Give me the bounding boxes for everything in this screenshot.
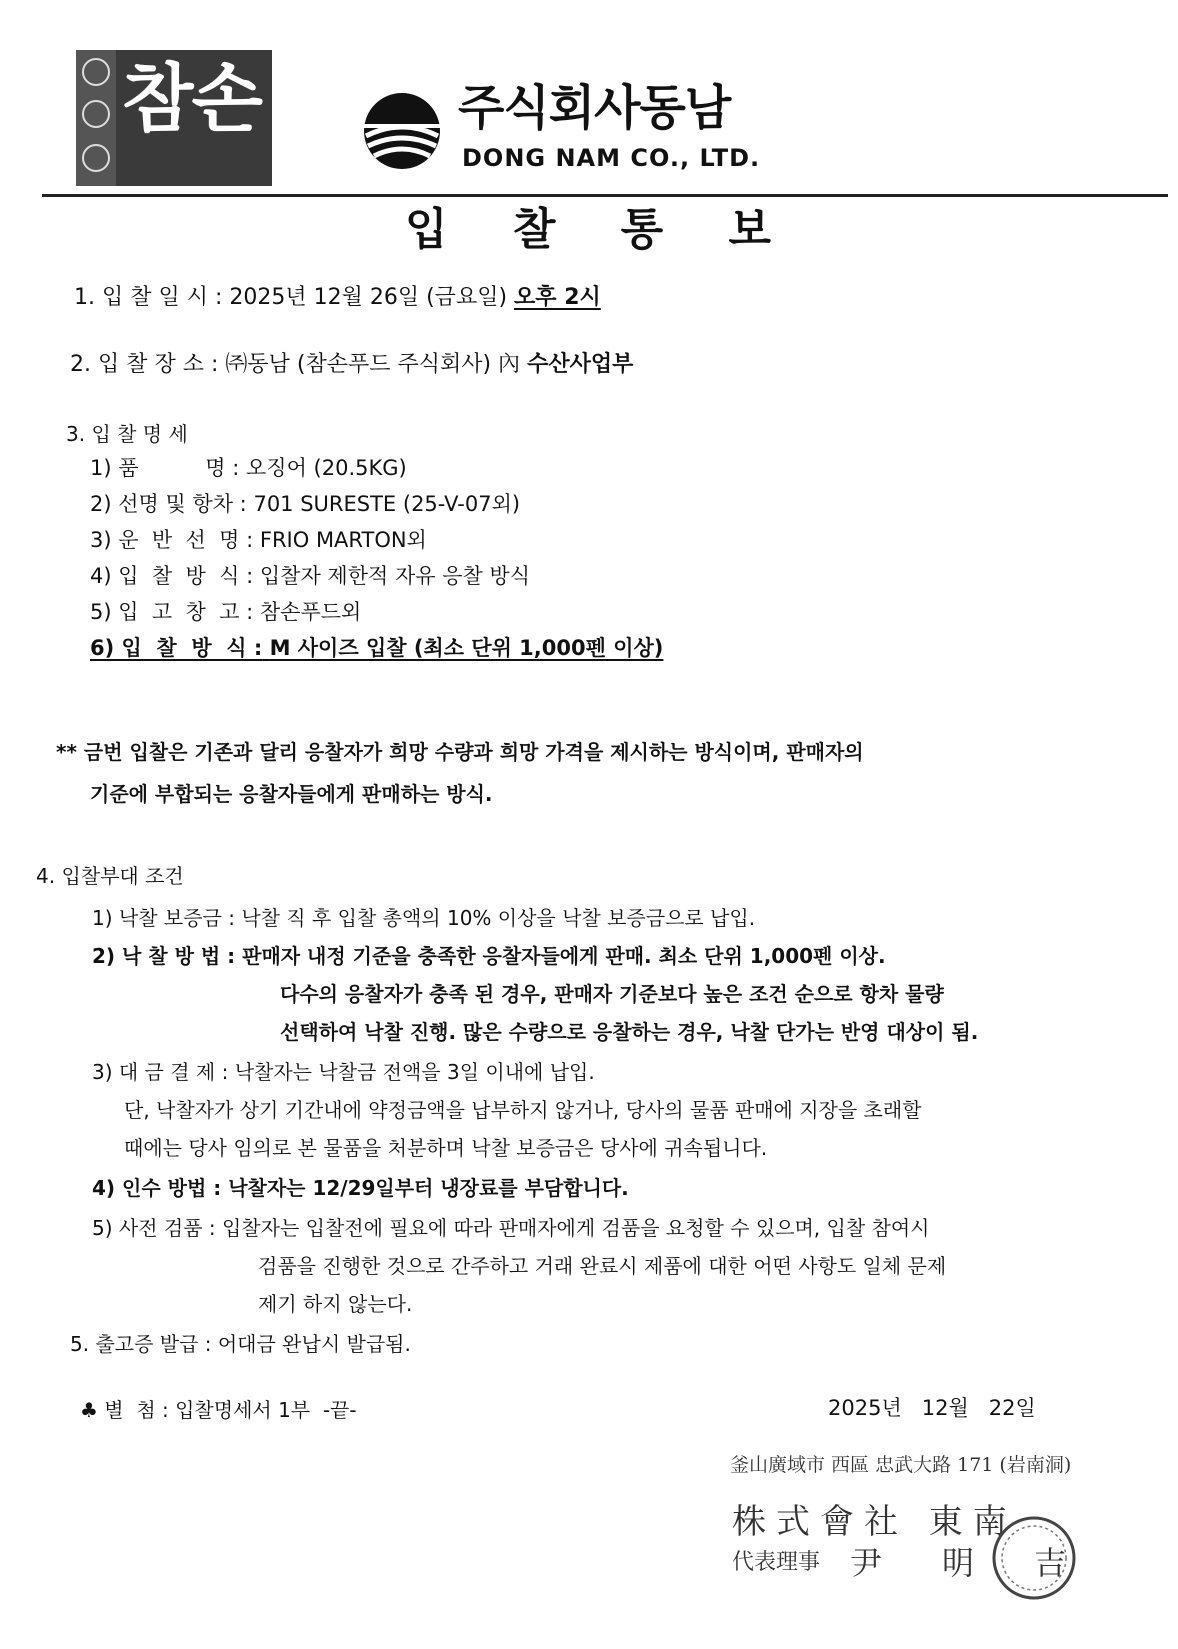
representative-title: 代表理事 bbox=[732, 1550, 821, 1575]
inspection-line-2: 검품을 진행한 것으로 간주하고 거래 완료시 제품에 대한 어떤 사항도 일체 문제 bbox=[258, 1254, 947, 1278]
spec-item bbox=[90, 528, 427, 553]
dongnam-emblem-icon bbox=[362, 88, 442, 174]
spec-item-label: 3) 운 반 선 명 : bbox=[90, 528, 254, 552]
spec-item-label: 4) 입 찰 방 식 : bbox=[90, 564, 254, 588]
release-label: 5. 출고증 발급 : bbox=[70, 1332, 212, 1356]
bid-time: 오후 2시 bbox=[514, 285, 601, 310]
deposit-label: 1) 낙찰 보증금 : bbox=[92, 906, 235, 930]
attachment-row bbox=[80, 1398, 357, 1422]
award-method-label: 2) 낙 찰 방 법 : bbox=[92, 944, 236, 968]
inspection-line-3: 제기 하지 않는다. bbox=[258, 1292, 413, 1316]
inspection-row bbox=[92, 1216, 929, 1240]
spec-item-value: 입찰자 제한적 자유 응찰 방식 bbox=[259, 564, 531, 588]
inspection-line-1: 입찰자는 입찰전에 필요에 따라 판매자에게 검품을 요청할 수 있으며, 입찰 참여시 bbox=[221, 1216, 930, 1240]
spec-item bbox=[90, 600, 361, 625]
takeover-text: 낙찰자는 12/29일부터 냉장료를 부담합니다. bbox=[228, 1176, 629, 1200]
award-method-line-1: 판매자 내정 기준을 충족한 응찰자들에게 판매. 최소 단위 1,000펜 이상. bbox=[242, 944, 886, 968]
representative-name: 尹明吉 bbox=[850, 1544, 1127, 1582]
header-divider bbox=[42, 194, 1168, 197]
chamson-logo bbox=[76, 50, 272, 186]
spec-item-highlight bbox=[90, 636, 663, 661]
spec-item-value: 701 SURESTE (25-V-07외) bbox=[253, 492, 521, 516]
bid-place: ㈜동남 (참손푸드 주식회사) 內 bbox=[225, 352, 521, 377]
bid-place-label: 2. 입 찰 장 소 : bbox=[70, 352, 219, 377]
spec-item-label: 5) 입 고 창 고 : bbox=[90, 600, 254, 624]
bid-datetime-label: 1. 입 찰 일 시 : bbox=[74, 285, 223, 310]
company-name-ko: 주식회사동남 bbox=[458, 80, 731, 136]
company-seal-stamp bbox=[988, 1486, 1080, 1606]
award-method-row bbox=[92, 944, 886, 968]
spec-item bbox=[90, 456, 407, 481]
hand-icons bbox=[76, 50, 116, 186]
payment-line-1: 낙찰자는 낙찰금 전액을 3일 이내에 납입. bbox=[234, 1060, 595, 1084]
inspection-label: 5) 사전 검품 : bbox=[92, 1216, 216, 1240]
release-row bbox=[70, 1332, 411, 1356]
conditions-heading: 4. 입찰부대 조건 bbox=[36, 864, 184, 888]
note-line-1: ** 금번 입찰은 기존과 달리 응찰자가 희망 수량과 희망 가격을 제시하는 방식이며, 판매자의 bbox=[56, 740, 864, 764]
bid-spec-heading: 3. 입 찰 명 세 bbox=[66, 422, 188, 446]
heart-hand-icon bbox=[82, 144, 110, 172]
award-method-line-2: 다수의 응찰자가 충족 된 경우, 판매자 기준보다 높은 조건 순으로 항차 물량 bbox=[280, 982, 944, 1006]
spec-item bbox=[90, 564, 530, 589]
bid-date: 2025년 12월 26일 (금요일) bbox=[229, 285, 508, 310]
hand-icon bbox=[82, 100, 110, 128]
spec-item bbox=[90, 492, 520, 517]
bid-dept: 수산사업부 bbox=[527, 352, 634, 377]
spec-item-value: FRIO MARTON외 bbox=[259, 528, 427, 552]
payment-row bbox=[92, 1060, 595, 1084]
document-title: 입 찰 통 보 bbox=[405, 204, 773, 255]
payment-label: 3) 대 금 결 제 : bbox=[92, 1060, 229, 1084]
bid-datetime-row bbox=[74, 285, 601, 311]
spec-item-value: 오징어 (20.5KG) bbox=[246, 456, 407, 480]
release-text: 어대금 완납시 발급됨. bbox=[217, 1332, 411, 1356]
attachment-label: ♣ 별 첨 : bbox=[80, 1398, 169, 1422]
spec-item-value: 참손푸드외 bbox=[259, 600, 362, 624]
spec-item-label: 1) 품 명 : bbox=[90, 456, 240, 480]
company-address: 釜山廣域市 西區 忠武大路 171 (岩南洞) bbox=[730, 1454, 1072, 1476]
deposit-row bbox=[92, 906, 755, 930]
hand-icon bbox=[82, 58, 110, 86]
deposit-text: 낙찰 직 후 입찰 총액의 10% 이상을 낙찰 보증금으로 납입. bbox=[241, 906, 756, 930]
spec-item-label: 6) 입 찰 방 식 : bbox=[90, 636, 263, 660]
award-method-line-3: 선택하여 낙찰 진행. 많은 수량으로 응찰하는 경우, 낙찰 단가는 반영 대상이 됨. bbox=[280, 1020, 979, 1044]
payment-line-2: 단, 낙찰자가 상기 기간내에 약정금액을 납부하지 않거나, 당사의 물품 판매에 지장을 초래할 bbox=[124, 1098, 922, 1122]
spec-item-value: M 사이즈 입찰 (최소 단위 1,000펜 이상) bbox=[269, 636, 664, 660]
spec-item-label: 2) 선명 및 항차 : bbox=[90, 492, 247, 516]
attachment-text: 입찰명세서 1부 -끝- bbox=[175, 1398, 357, 1422]
company-name-hanja: 株式會社 東南 bbox=[732, 1502, 1017, 1542]
bid-place-row bbox=[70, 352, 633, 378]
issue-date: 2025년 12월 22일 bbox=[828, 1396, 1036, 1420]
company-name-en: DONG NAM CO., LTD. bbox=[462, 144, 761, 172]
note-line-2: 기준에 부합되는 응찰자들에게 판매하는 방식. bbox=[90, 782, 493, 806]
takeover-row bbox=[92, 1176, 629, 1200]
payment-line-3: 때에는 당사 임의로 본 물품을 처분하며 낙찰 보증금은 당사에 귀속됩니다. bbox=[124, 1136, 768, 1160]
chamson-logo-text: 참손 bbox=[122, 56, 261, 142]
takeover-label: 4) 인수 방법 : bbox=[92, 1176, 222, 1200]
